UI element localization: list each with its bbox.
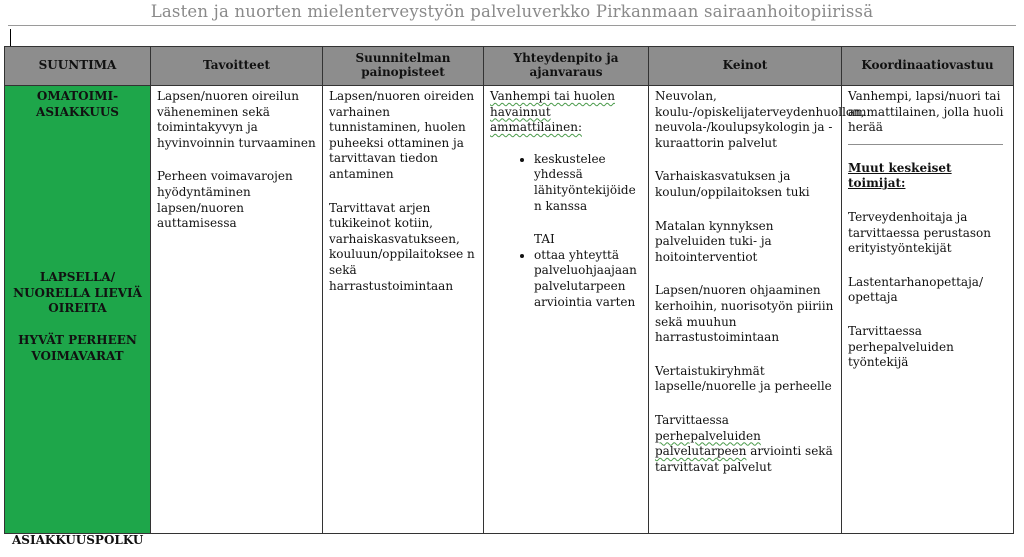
- text-cursor: [10, 29, 11, 46]
- contact-bullet-list: [490, 152, 644, 214]
- goal-item: Lapsen/nuoren oireilun väheneminen sekä toimintakyvyn ja hyvinvoinnin turvaaminen: [157, 89, 316, 150]
- contact-cell: [484, 86, 649, 534]
- means-cell: [649, 86, 865, 534]
- header-goals: Tavoitteet: [151, 47, 323, 86]
- plan-focus-cell: [323, 86, 484, 534]
- contact-intro: Vanhempi tai huolen havainnut ammattilainen:: [490, 89, 615, 135]
- means-last-prefix: Tarvittaessa: [655, 412, 729, 427]
- other-actors-heading: Muut keskeiset toimijat:: [848, 160, 952, 191]
- goal-item: Perheen voimavarojen hyödyntäminen lapsen/nuoren auttamisessa: [157, 169, 293, 231]
- coordination-cell: [842, 86, 1014, 534]
- other-actor-item: Terveydenhoitaja ja tarvittaessa perustason erityistyöntekijät: [848, 209, 992, 256]
- plan-focus-item: Lapsen/nuoren oireiden varhainen tunnistaminen, huolen puheeksi ottaminen ja tarvittavan tiedon antaminen: [329, 89, 475, 181]
- other-actor-item: Tarvittaessa perhepalveluiden työntekijä: [848, 323, 954, 370]
- service-network-table: [4, 46, 1014, 534]
- contact-bullet-item: • keskustelee yhdessä lähityöntekijöide n kanssa: [534, 152, 644, 214]
- coordination-divider: [848, 144, 1003, 145]
- coordination-primary: Vanhempi, lapsi/nuori tai ammattilainen, jolla huoli herää: [848, 89, 1004, 135]
- header-contact: Yhteydenpito ja ajanvaraus: [484, 47, 649, 86]
- customer-path-label: ASIAKKUUSPOLKU: [12, 533, 144, 547]
- plan-focus-item: Tarvittavat arjen tukikeinot kotiin, varhaiskasvatukseen, kouluun/oppilaitoksee n sekä harrastustoimintaan: [329, 200, 475, 293]
- contact-bullet-list: [490, 248, 644, 310]
- means-last-underlined: perhepalveluiden palvelutarpeen: [655, 428, 761, 459]
- direction-family-resources-label: HYVÄT PERHEEN VOIMAVARAT: [18, 332, 137, 363]
- direction-mild-symptoms-label: LAPSELLA/ NUORELLA LIEVIÄ OIREITA: [13, 270, 142, 316]
- direction-self-care-label: OMATOIMI- ASIAKKUUS: [36, 89, 119, 119]
- direction-cell: [5, 86, 151, 534]
- means-last-suffix: arviointi sekä tarvittavat palvelut: [655, 444, 833, 474]
- contact-or-text: TAI: [534, 232, 555, 247]
- header-plan-focus: Suunnitelman painopisteet: [323, 47, 484, 86]
- contact-bullet-item: • ottaa yhteyttä palveluohjaajaan palvelutarpeen arviointia varten: [534, 248, 644, 310]
- means-item: Lapsen/nuoren ohjaaminen kerhoihin, nuorisotyön piiriin sekä muuhun harrastustoimintaan: [655, 283, 834, 345]
- header-coordination: Koordinaatiovastuu: [842, 47, 1014, 86]
- means-item: Matalan kynnyksen palveluiden tuki- ja hoitointerventiot: [655, 218, 774, 264]
- table-header-row: [5, 47, 1014, 86]
- means-item: Neuvolan, koulu-/opiskelijaterveydenhuollon, neuvola-/koulupsykologin ja -kuraattorin palvelut: [655, 89, 865, 150]
- other-actor-item: Lastentarhanopettaja/ opettaja: [848, 274, 983, 305]
- goals-cell: [151, 86, 323, 534]
- title-divider: [8, 25, 1016, 26]
- document-title: Lasten ja nuorten mielenterveystyön palveluverkko Pirkanmaan sairaanhoitopiirissä: [150, 2, 874, 21]
- table-row: [5, 86, 1014, 534]
- means-item: Varhaiskasvatuksen ja koulun/oppilaitoksen tuki: [655, 169, 810, 199]
- means-item: Vertaistukiryhmät lapselle/nuorelle ja perheelle: [655, 363, 832, 394]
- header-direction: SUUNTIMA: [5, 47, 151, 86]
- means-item-family-services: [655, 413, 837, 475]
- header-means: Keinot: [649, 47, 842, 86]
